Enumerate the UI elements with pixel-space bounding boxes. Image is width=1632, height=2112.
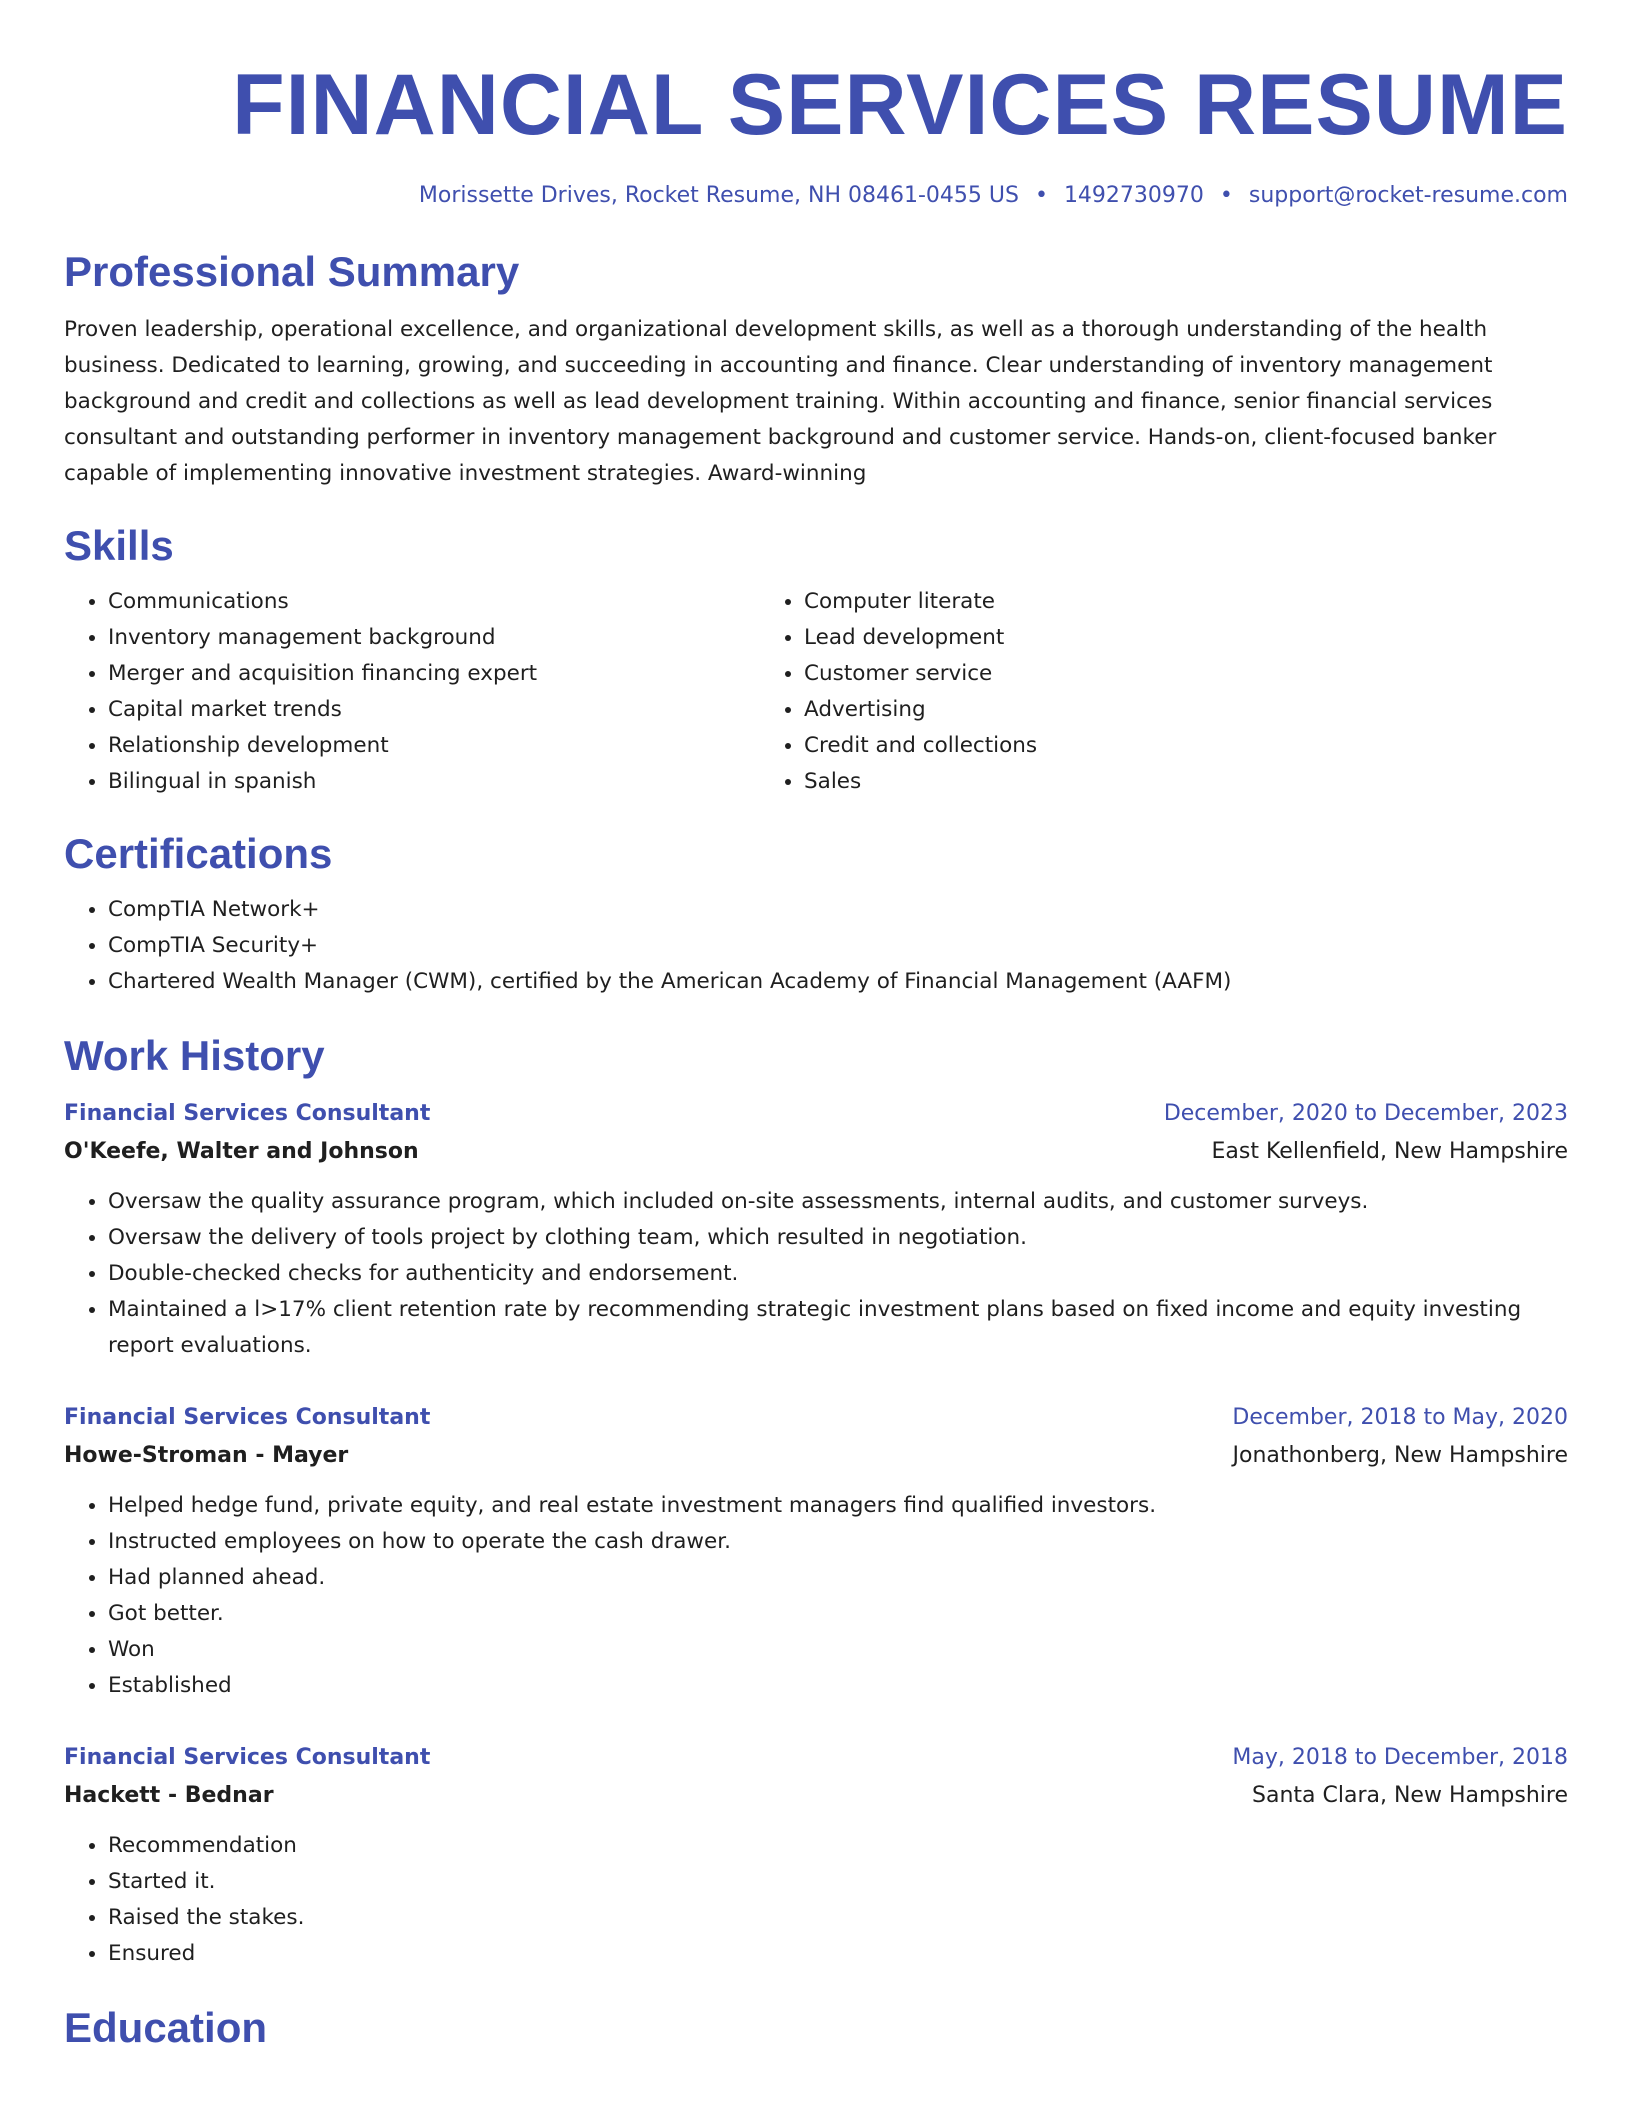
job-header-row xyxy=(64,1400,1568,1436)
job-title: Financial Services Consultant xyxy=(64,1745,431,1770)
job-location: Santa Clara, New Hampshire xyxy=(1252,1783,1568,1808)
job-title: Financial Services Consultant xyxy=(64,1405,431,1430)
skill-item: • Communications xyxy=(108,584,760,620)
contact-separator: • xyxy=(1034,183,1048,208)
job-dates: December, 2020 to December, 2023 xyxy=(1163,1101,1568,1126)
skill-item: • Computer literate xyxy=(804,584,1568,620)
job-bullet: • Oversaw the quality assurance program, which included on-site assessments, internal audits, and customer surveys. xyxy=(108,1184,1568,1220)
job-bullet: • Double-checked checks for authenticity and endorsement. xyxy=(108,1256,1568,1292)
job-title: Financial Services Consultant xyxy=(64,1101,431,1126)
skills-column-left xyxy=(64,584,760,800)
job-bullets xyxy=(64,1488,1568,1704)
job-bullets xyxy=(64,1184,1568,1364)
job-bullet: • Established xyxy=(108,1668,1568,1704)
job-bullet: • Raised the stakes. xyxy=(108,1900,1568,1936)
contact-email[interactable]: support@rocket-resume.com xyxy=(1248,183,1568,208)
summary-heading: Professional Summary xyxy=(64,248,520,295)
resume-title: FINANCIAL SERVICES RESUME xyxy=(232,57,1568,153)
job-bullet: • Instructed employees on how to operate the cash drawer. xyxy=(108,1524,1568,1560)
job-company-row xyxy=(64,1436,1568,1476)
job-bullet: • Oversaw the delivery of tools project by clothing team, which resulted in negotiation. xyxy=(108,1220,1568,1256)
education-heading: Education xyxy=(64,2004,268,2051)
skill-item: • Bilingual in spanish xyxy=(108,764,760,800)
contact-separator: • xyxy=(1219,183,1233,208)
summary-text: Proven leadership, operational excellence, and organizational development skills, as well as a thorough understanding of the health business. Dedicated to learning, growing, and succeeding in accounting and finance. Clear understanding of inventory management background and credit and collections as well as lead development training. Within accounting and finance, senior financial services consultant and outstanding performer in inventory management background and customer service. Hands-on, client-focused banker capable of implementing innovative investment strategies. Award-winning xyxy=(64,317,1497,486)
job-location: Jonathonberg, New Hampshire xyxy=(1232,1443,1568,1468)
certifications-heading: Certifications xyxy=(64,830,333,877)
job-entry xyxy=(64,1740,1568,1972)
job-bullets xyxy=(64,1828,1568,1972)
job-bullet: • Recommendation xyxy=(108,1828,1568,1864)
job-location: East Kellenfield, New Hampshire xyxy=(1211,1139,1568,1164)
skills-grid xyxy=(64,584,1568,800)
skill-item: • Inventory management background xyxy=(108,620,760,656)
job-dates: December, 2018 to May, 2020 xyxy=(1232,1405,1568,1430)
job-bullet: • Ensured xyxy=(108,1936,1568,1972)
job-entry xyxy=(64,1400,1568,1704)
skill-item: • Sales xyxy=(804,764,1568,800)
skills-section xyxy=(64,520,1568,800)
skill-item: • Merger and acquisition financing expert xyxy=(108,656,760,692)
job-company: Howe-Stroman - Mayer xyxy=(64,1443,349,1468)
job-bullet: • Got better. xyxy=(108,1596,1568,1632)
skill-item: • Capital market trends xyxy=(108,692,760,728)
job-bullet: • Maintained a l>17% client retention rate by recommending strategic investment plans based on fixed income and equity investing report evaluations. xyxy=(108,1292,1568,1364)
certifications-section xyxy=(64,828,1568,1000)
job-company: Hackett - Bednar xyxy=(64,1783,274,1808)
job-header-row xyxy=(64,1740,1568,1776)
skill-item: • Customer service xyxy=(804,656,1568,692)
skill-item: • Credit and collections xyxy=(804,728,1568,764)
job-company-row xyxy=(64,1132,1568,1172)
job-company-row xyxy=(64,1776,1568,1816)
job-entry xyxy=(64,1096,1568,1364)
skill-item: • Lead development xyxy=(804,620,1568,656)
certification-item: • CompTIA Security+ xyxy=(108,928,1568,964)
work-history-heading: Work History xyxy=(64,1032,325,1079)
certifications-list xyxy=(64,892,1568,1000)
job-dates: May, 2018 to December, 2018 xyxy=(1232,1745,1568,1770)
skills-column-right xyxy=(760,584,1568,800)
skills-list-right xyxy=(760,584,1568,800)
skill-item: • Advertising xyxy=(804,692,1568,728)
job-bullet: • Won xyxy=(108,1632,1568,1668)
job-bullet: • Started it. xyxy=(108,1864,1568,1900)
skills-heading: Skills xyxy=(64,522,174,569)
certification-item: • Chartered Wealth Manager (CWM), certified by the American Academy of Financial Management (AAFM) xyxy=(108,964,1568,1000)
skill-item: • Relationship development xyxy=(108,728,760,764)
job-company: O'Keefe, Walter and Johnson xyxy=(64,1139,419,1164)
job-bullet: • Had planned ahead. xyxy=(108,1560,1568,1596)
contact-phone: 1492730970 xyxy=(1063,183,1204,208)
job-bullet: • Helped hedge fund, private equity, and real estate investment managers find qualified investors. xyxy=(108,1488,1568,1524)
contact-address: Morissette Drives, Rocket Resume, NH 08461-0455 US xyxy=(418,183,1019,208)
skills-list-left xyxy=(64,584,760,800)
certification-item: • CompTIA Network+ xyxy=(108,892,1568,928)
contact-line xyxy=(64,180,1568,212)
job-header-row xyxy=(64,1096,1568,1132)
